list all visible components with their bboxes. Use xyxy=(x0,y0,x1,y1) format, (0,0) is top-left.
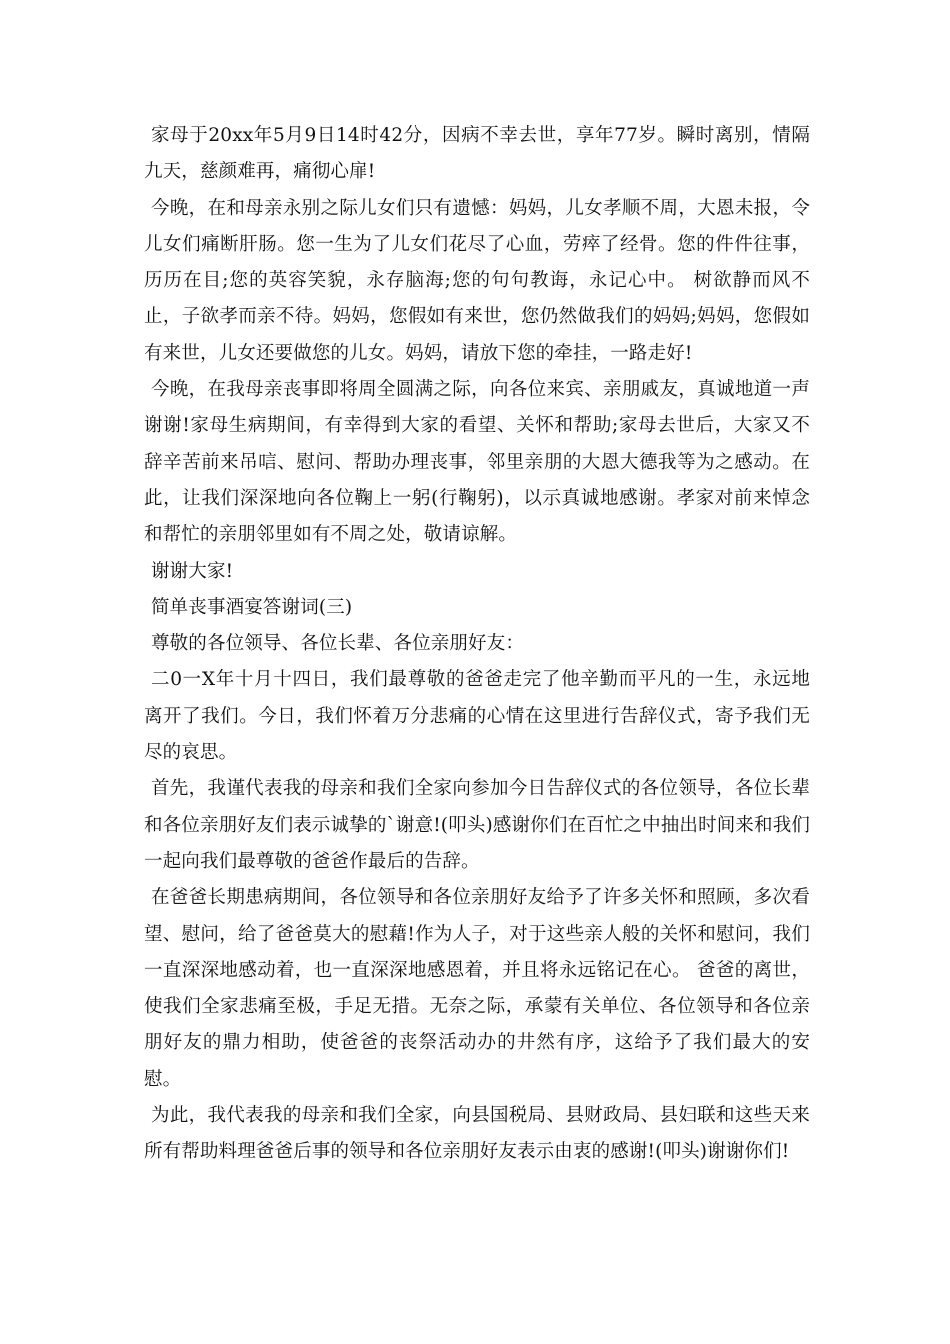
document-page xyxy=(0,118,950,1171)
paragraph-illness-care: 在爸爸长期患病期间，各位领导和各位亲朋好友给予了许多关怀和照顾，多次看望、慰问，给了爸爸莫大的慰藉!作为人子，对于这些亲人般的关怀和慰问，我们一直深深地感动着，也一直深深地感恩着，并且将永远铭记在心。 爸爸的离世，使我们全家悲痛至极，手足无措。无奈之际，承蒙有关单位、各位领导和各位亲朋好友的鼎力相助，使爸爸的丧祭活动办的井然有序，这给予了我们最大的安慰。 xyxy=(144,887,810,1090)
salutation: 尊敬的各位领导、各位长辈、各位亲朋好友： xyxy=(151,633,525,655)
paragraph-gratitude-attendance: 首先，我谨代表我的母亲和我们全家向参加今日告辞仪式的各位领导，各位长辈和各位亲朋好友们表示诚挚的`谢意!(叩头)感谢你们在百忙之中抽出时间来和我们一起向我们最尊敬的爸爸作最后的告辞。 xyxy=(144,778,810,872)
paragraph-father-passing: 二0一X年十月十四日，我们最尊敬的爸爸走完了他辛勤而平凡的一生，永远地离开了我们。今日，我们怀着万分悲痛的心情在这里进行告辞仪式，寄予我们无尽的哀思。 xyxy=(144,669,810,764)
section-heading: 简单丧事酒宴答谢词(三) xyxy=(151,596,353,618)
paragraph-thanks-guests: 今晚，在我母亲丧事即将周全圆满之际，向各位来宾、亲朋戚友，真诚地道一声谢谢!家母生病期间，有幸得到大家的看望、关怀和帮助;家母去世后，大家又不辞辛苦前来吊唁、慰问、帮助办理丧事，邻里亲朋的大恩大德我等为之感动。在此，让我们深深地向各位鞠上一躬(行鞠躬)，以示真诚地感谢。孝家对前来悼念和帮忙的亲朋邻里如有不周之处，敬请谅解。 xyxy=(144,379,810,546)
paragraph-mother-passing: 家母于20xx年5月9日14时42分，因病不幸去世，享年77岁。瞬时离别，情隔九天，慈颜难再，痛彻心扉! xyxy=(144,125,810,183)
paragraph-thank-you: 谢谢大家! xyxy=(151,560,234,582)
paragraph-final-thanks: 为此，我代表我的母亲和我们全家，向县国税局、县财政局、县妇联和这些天来所有帮助料理爸爸后事的领导和各位亲朋好友表示由衷的感谢!(叩头)谢谢你们! xyxy=(144,1105,810,1163)
paragraph-regrets: 今晚，在和母亲永别之际儿女们只有遗憾：妈妈，儿女孝顺不周，大恩未报，令儿女们痛断肝肠。您一生为了儿女们花尽了心血，劳瘁了经骨。您的件件往事，历历在目;您的英容笑貌，永存脑海;您的句句教诲，永记心中。 树欲静而风不止，子欲孝而亲不待。妈妈，您假如有来世，您仍然做我们的妈妈;妈妈，您假如有来世，儿女还要做您的儿女。妈妈，请放下您的牵挂，一路走好! xyxy=(144,197,810,364)
